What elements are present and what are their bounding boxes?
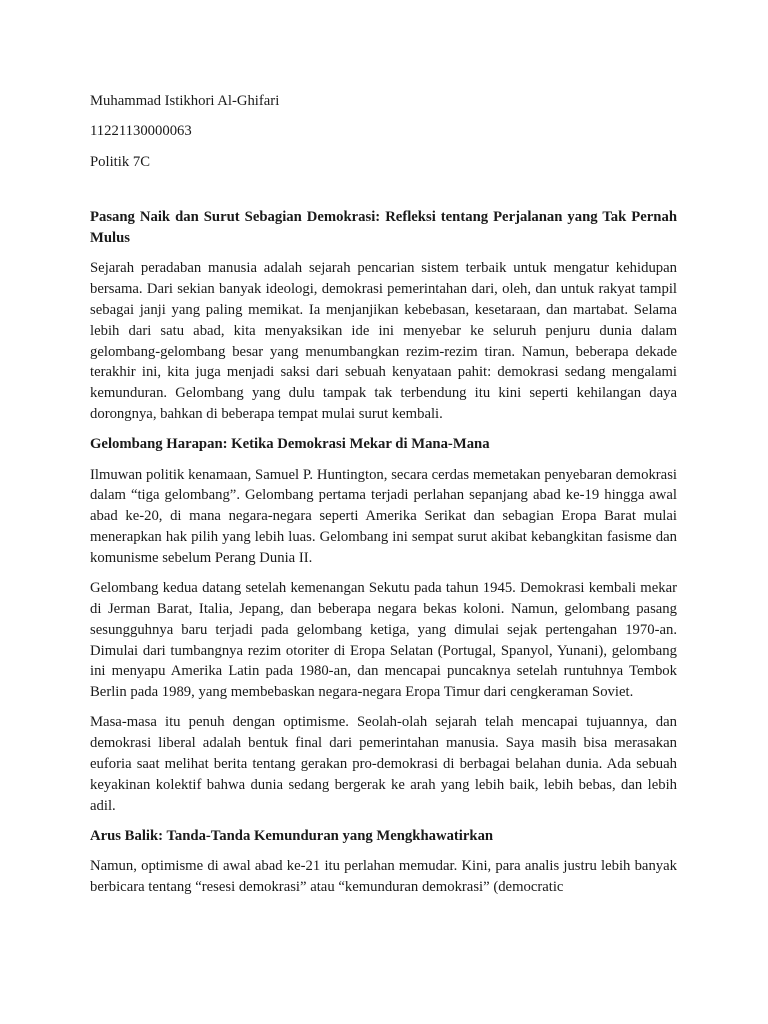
paragraph-resesi: Namun, optimisme di awal abad ke-21 itu perlahan memudar. Kini, para analis justru lebih banyak berbicara tentang “resesi demokrasi” atau “kemunduran demokrasi” (democratic [90,858,677,895]
class-name: Politik 7C [90,153,150,170]
paragraph-intro: Sejarah peradaban manusia adalah sejarah pencarian sistem terbaik untuk mengatur kehidupan bersama. Dari sekian banyak ideologi, demokrasi pemerintahan dari, oleh, dan untuk rakyat tampil sebagai janji yang paling memikat. Ia menjanjikan kebebasan, kesetaraan, dan martabat. Selama lebih dari satu abad, kita menyaksikan ide ini menyebar ke seluruh penjuru dunia dalam gelombang-gelombang besar yang menumbangkan rezim-rezim tiran. Namun, beberapa dekade terakhir ini, kita juga menjadi saksi dari sebuah kenyataan pahit: demokrasi sedang mengalami kemunduran. Gelombang yang dulu tampak tak terbendung itu kini seperti kehilangan daya dorongnya, bahkan di beberapa tempat mulai surut kembali. [90,260,677,423]
student-id: 11221130000063 [90,123,192,140]
paragraph-huntington: Ilmuwan politik kenamaan, Samuel P. Huntington, secara cerdas memetakan penyebaran demokrasi dalam “tiga gelombang”. Gelombang pertama terjadi perlahan sepanjang abad ke-19 hingga awal abad ke-20, di mana negara-negara seperti Amerika Serikat dan sebagian Eropa Barat mulai menerapkan hak pilih yang lebih luas. Gelombang ini sempat surut akibat kebangkitan fasisme dan komunisme sebelum Perang Dunia II. [90,466,677,566]
paragraph-optimisme: Masa-masa itu penuh dengan optimisme. Seolah-olah sejarah telah mencapai tujuannya, dan demokrasi liberal adalah bentuk final dari pemerintahan manusia. Saya masih bisa merasakan euforia saat melihat berita tentang gerakan pro-demokrasi di berbagai belahan dunia. Ada sebuah keyakinan kolektif bahwa dunia sedang bergerak ke arah yang lebih baik, lebih bebas, dan lebih adil. [90,714,677,814]
section-heading-arus-balik: Arus Balik: Tanda-Tanda Kemunduran yang Mengkhawatirkan [90,827,494,844]
section-heading-gelombang-harapan: Gelombang Harapan: Ketika Demokrasi Mekar di Mana-Mana [90,436,490,453]
document-page [90,91,677,907]
author-name: Muhammad Istikhori Al-Ghifari [90,93,280,109]
paragraph-gelombang-kedua: Gelombang kedua datang setelah kemenangan Sekutu pada tahun 1945. Demokrasi kembali mekar di Jerman Barat, Italia, Jepang, dan beberapa negara bekas koloni. Namun, gelombang pasang sesungguhnya baru terjadi pada gelombang ketiga, yang dimulai sejak pertengahan 1970-an. Dimulai dari tumbangnya rezim otoriter di Eropa Selatan (Portugal, Spanyol, Yunani), gelombang ini menyapu Amerika Latin pada 1980-an, dan mencapai puncaknya setelah runtuhnya Tembok Berlin pada 1989, yang membebaskan negara-negara Eropa Timur dari cengkeraman Soviet. [90,580,677,701]
essay-title: Pasang Naik dan Surut Sebagian Demokrasi: Refleksi tentang Perjalanan yang Tak Pernah Mulus [90,209,677,247]
